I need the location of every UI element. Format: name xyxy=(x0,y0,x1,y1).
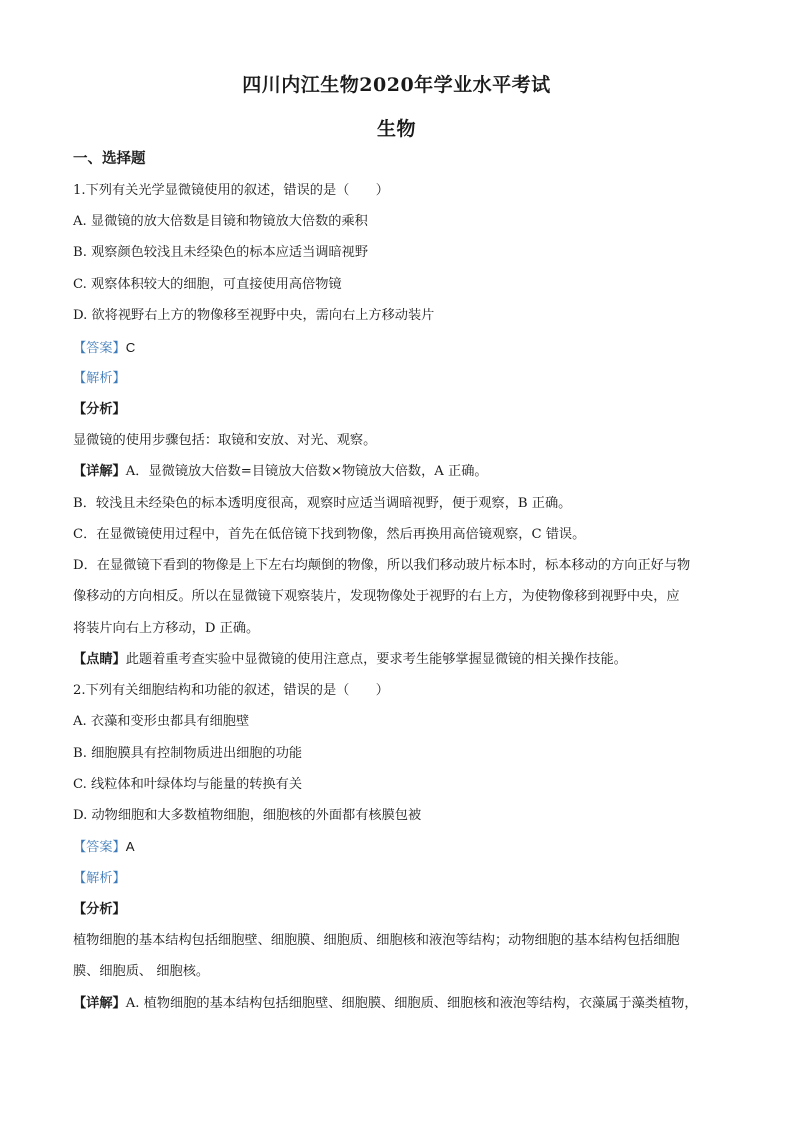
answer-tag: 【答案】 xyxy=(73,840,126,855)
q2-option-a: A. 衣藻和变形虫都具有细胞壁 xyxy=(73,714,250,729)
q2-fenxi-line-1: 植物细胞的基本结构包括细胞壁、细胞膜、细胞质、细胞核和液泡等结构；动物细胞的基本结构包括细胞 xyxy=(73,933,680,948)
q2-xiangjie-row xyxy=(73,995,698,1013)
q2-option-d: D. 动物细胞和大多数植物细胞，细胞核的外面都有核膜包被 xyxy=(73,808,422,823)
q2-stem: 2.下列有关细胞结构和功能的叙述，错误的是（ ） xyxy=(73,683,389,698)
q2-jiexi-tag: 【解析】 xyxy=(73,871,126,886)
document-subtitle: 生物 xyxy=(376,118,416,140)
xiangjie-tag: 【详解】 xyxy=(73,996,126,1011)
q1-xiangjie-row xyxy=(73,463,488,481)
q1-stem: 1.下列有关光学显微镜使用的叙述，错误的是（ ） xyxy=(73,183,389,198)
q2-fenxi-line-2: 膜、细胞质、 细胞核。 xyxy=(73,964,210,979)
q1-option-d: D. 欲将视野右上方的物像移至视野中央，需向右上方移动装片 xyxy=(73,308,435,323)
q1-fenxi-text: 显微镜的使用步骤包括：取镜和安放、对光、观察。 xyxy=(73,433,377,448)
q1-xiangjie-line-4: D．在显微镜下看到的物像是上下左右均颠倒的物像，所以我们移动玻片标本时，标本移动的方向正好与物 xyxy=(73,558,691,573)
dianjing-tag: 【点睛】 xyxy=(73,652,126,667)
q1-jiexi-tag: 【解析】 xyxy=(73,371,126,386)
q1-answer: C xyxy=(125,340,136,355)
q1-xiangjie-line-6: 将装片向右上方移动，D 正确。 xyxy=(73,621,260,636)
q1-answer-row xyxy=(73,339,135,358)
q1-fenxi-tag: 【分析】 xyxy=(73,402,126,417)
xiangjie-tag: 【详解】 xyxy=(73,464,126,479)
q2-option-c: C. 线粒体和叶绿体均与能量的转换有关 xyxy=(73,777,303,792)
q1-xiangjie-line-2: B．较浅且未经染色的标本透明度很高，观察时应适当调暗视野，便于观察，B 正确。 xyxy=(73,496,572,511)
q1-option-b: B. 观察颜色较浅且未经染色的标本应适当调暗视野 xyxy=(73,245,369,260)
q1-dianjing-row xyxy=(73,651,627,669)
answer-tag: 【答案】 xyxy=(73,341,126,356)
q2-option-b: B. 细胞膜具有控制物质进出细胞的功能 xyxy=(73,746,303,761)
q1-option-a: A. 显微镜的放大倍数是目镜和物镜放大倍数的乘积 xyxy=(73,214,368,229)
q1-dianjing-text: 此题着重考查实验中显微镜的使用注意点，要求考生能够掌握显微镜的相关操作技能。 xyxy=(125,652,627,667)
q1-xiangjie-line-1: A．显微镜放大倍数=目镜放大倍数×物镜放大倍数，A 正确。 xyxy=(125,464,488,479)
q2-fenxi-tag: 【分析】 xyxy=(73,902,126,917)
q2-answer-row xyxy=(73,838,135,857)
q1-xiangjie-line-5: 像移动的方向相反。所以在显微镜下观察装片，发现物像处于视野的右上方，为使物像移到视野中央，应 xyxy=(73,589,680,604)
section-heading: 一、选择题 xyxy=(73,150,146,167)
q2-answer: A xyxy=(125,839,135,854)
q1-xiangjie-line-3: C．在显微镜使用过程中，首先在低倍镜下找到物像，然后再换用高倍镜观察，C 错误。 xyxy=(73,527,586,542)
document-title: 四川内江生物2020年学业水平考试 xyxy=(242,74,551,96)
q2-xiangjie-text: A. 植物细胞的基本结构包括细胞壁、细胞膜、细胞质、细胞核和液泡等结构，衣藻属于藻类植物， xyxy=(125,996,698,1011)
q1-option-c: C. 观察体积较大的细胞，可直接使用高倍物镜 xyxy=(73,277,342,292)
